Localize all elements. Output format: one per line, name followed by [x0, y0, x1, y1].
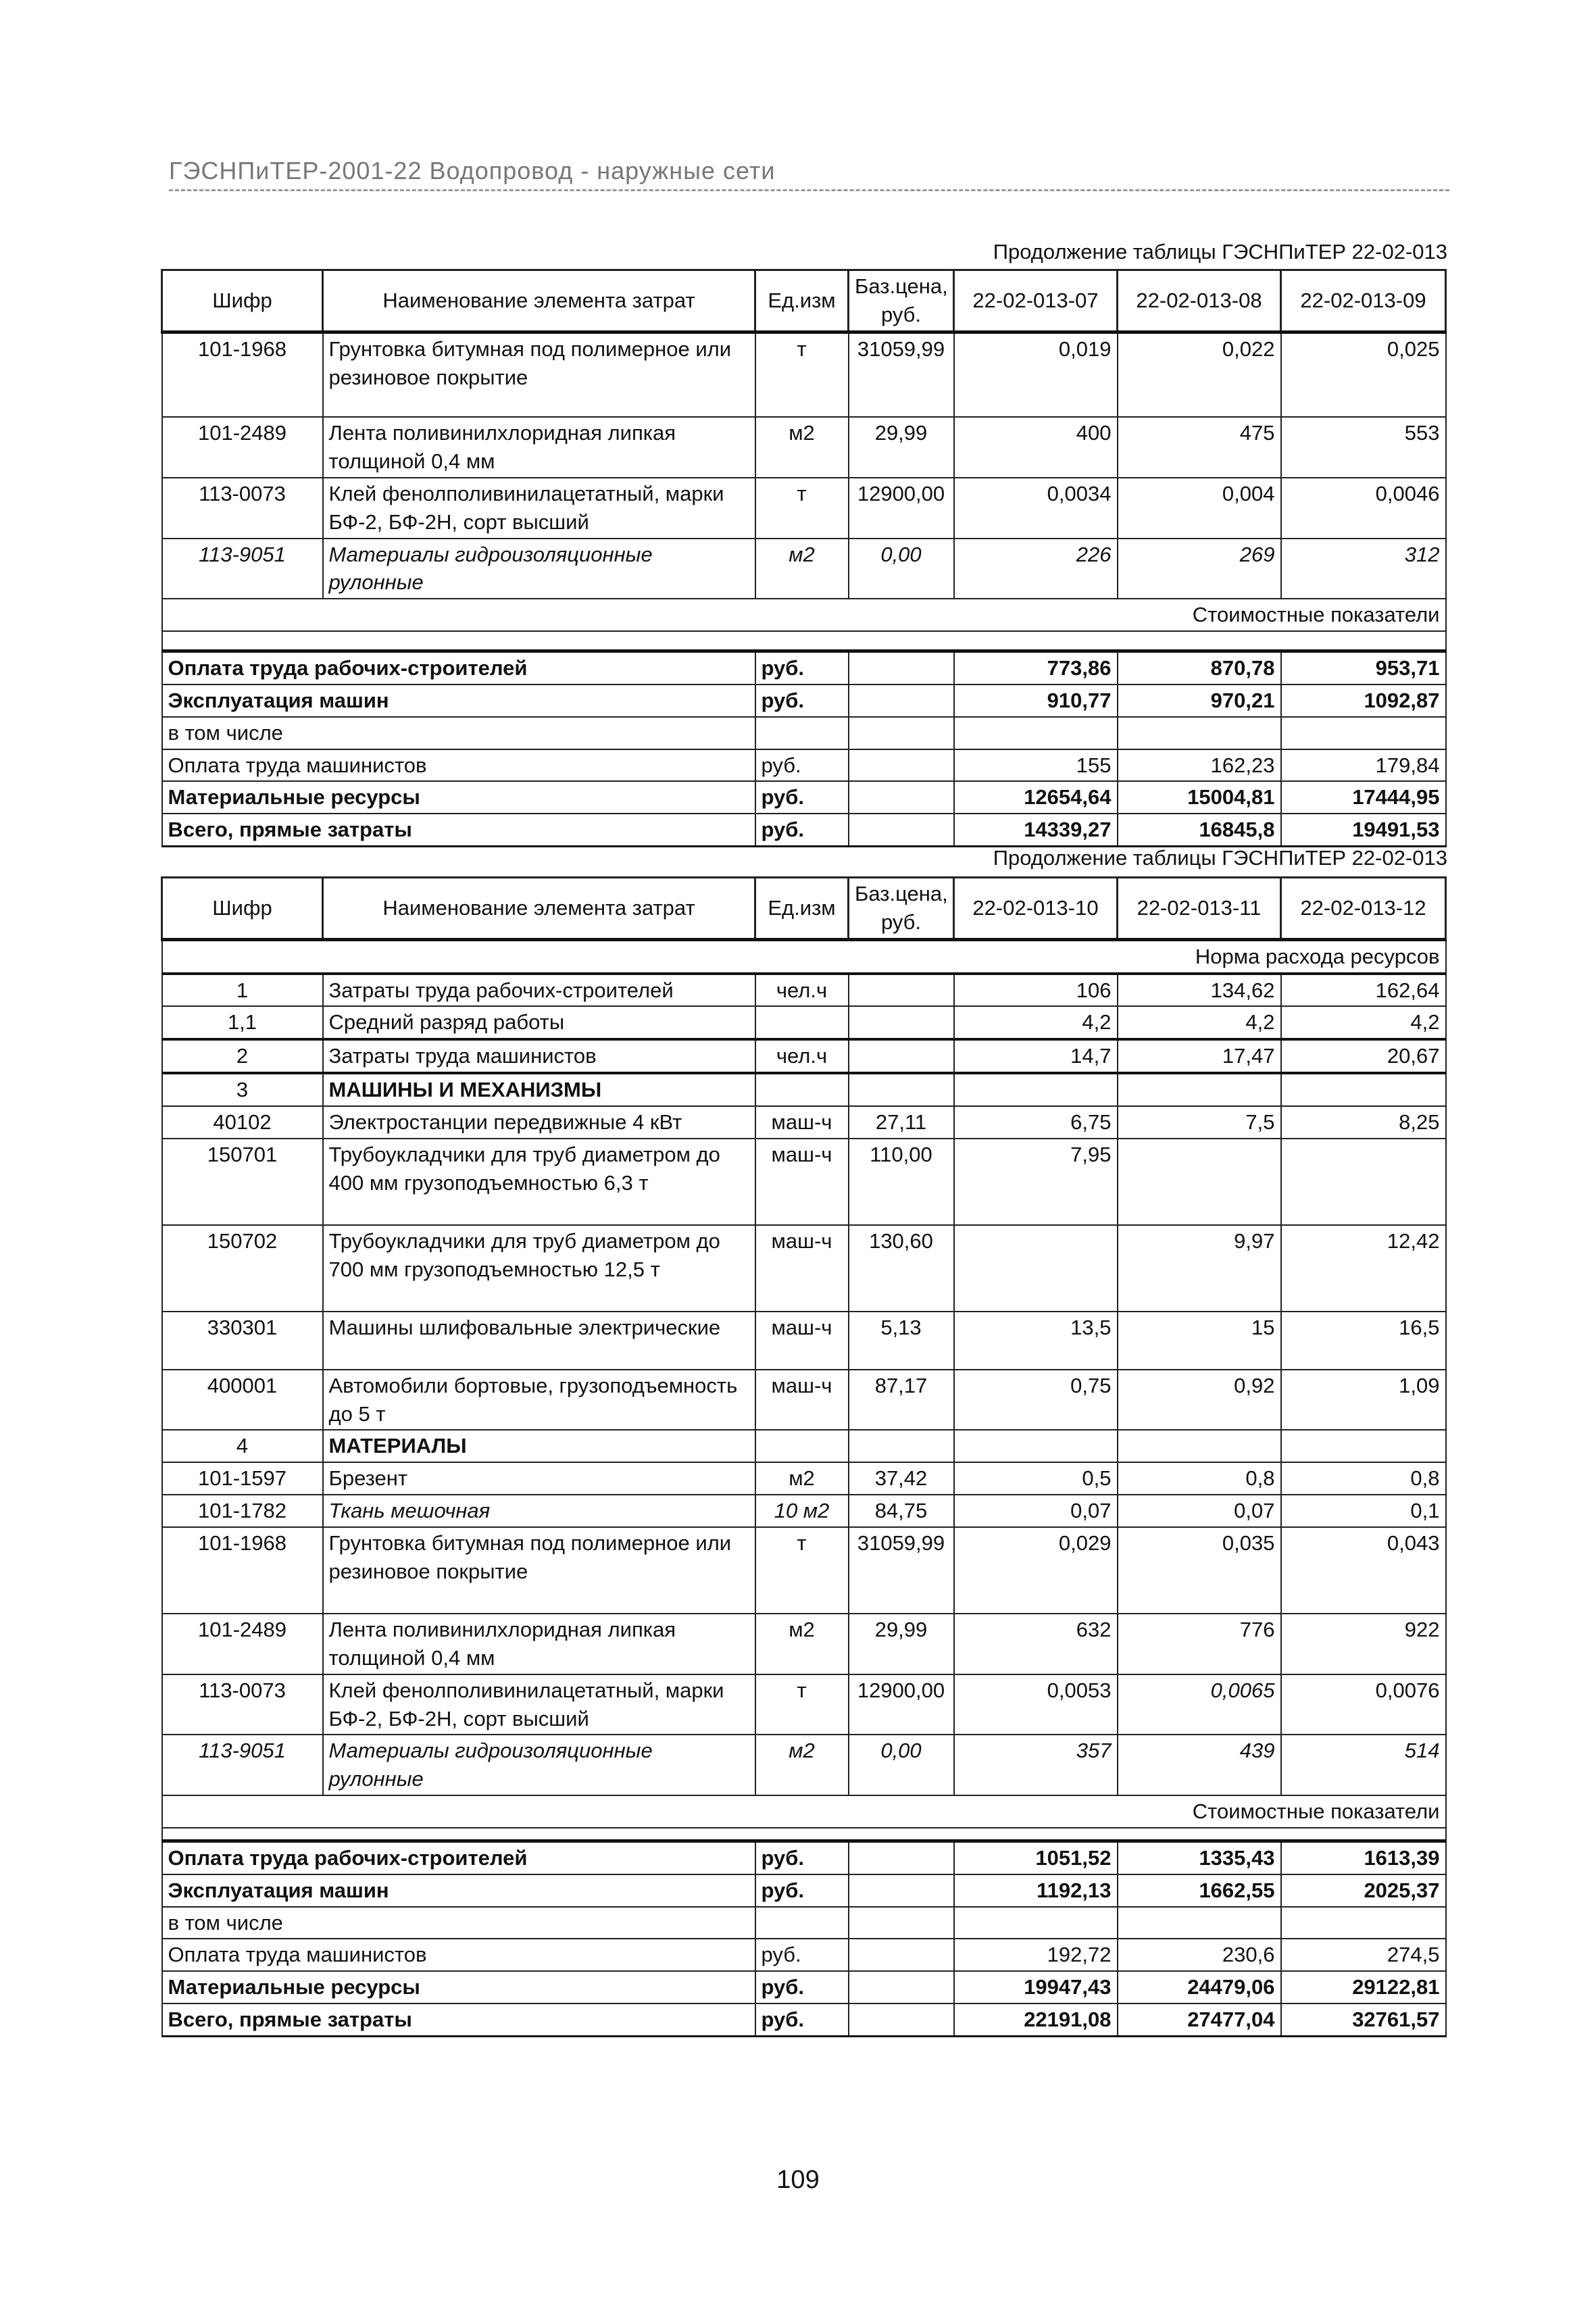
- summary-empty: [849, 1907, 954, 1939]
- summary-empty: [849, 1841, 954, 1874]
- row-value-1: 357: [954, 1735, 1118, 1795]
- row-name: Клей фенолполивинилацетатный, марки БФ-2, БФ-2Н, сорт высший: [323, 1674, 755, 1735]
- row-value-1: [954, 1073, 1118, 1106]
- row-value-3: 0,025: [1281, 332, 1446, 417]
- row-value-3: 0,0046: [1281, 478, 1446, 539]
- summary-value-2: 24479,06: [1118, 1971, 1281, 2003]
- cost-indicators-label: Стоимостные показатели: [162, 599, 1446, 631]
- separator-row: [162, 1828, 1446, 1841]
- resource-table-1: [161, 269, 1447, 847]
- summary-name: Материальные ресурсы: [162, 781, 755, 814]
- row-value-1: 7,95: [954, 1139, 1118, 1225]
- row-code: 113-9051: [162, 1735, 323, 1795]
- row-code: 1: [162, 974, 323, 1007]
- resource-table-2: [161, 876, 1447, 2037]
- row-price: 130,60: [849, 1225, 954, 1312]
- table-row: [162, 1039, 1446, 1073]
- row-value-3: 312: [1281, 539, 1446, 599]
- row-price: 31059,99: [849, 332, 954, 417]
- row-value-3: [1281, 1430, 1446, 1462]
- row-name: Трубоукладчики для труб диаметром до 700 мм грузоподъемностью 12,5 т: [323, 1225, 755, 1312]
- row-value-1: 0,5: [954, 1462, 1118, 1495]
- row-value-3: 0,043: [1281, 1527, 1446, 1614]
- row-value-2: [1118, 1073, 1281, 1106]
- summary-value-1: 19947,43: [954, 1971, 1118, 2003]
- summary-row: [162, 781, 1446, 814]
- row-price: 0,00: [849, 539, 954, 599]
- row-price: 37,42: [849, 1462, 954, 1495]
- summary-value-1: 1192,13: [954, 1874, 1118, 1907]
- table-row: [162, 1674, 1446, 1735]
- summary-unit: руб.: [755, 651, 849, 684]
- row-value-1: 0,75: [954, 1370, 1118, 1430]
- col-header-unit: Ед.изм: [755, 878, 849, 940]
- separator: [162, 631, 1446, 651]
- table2-header: [162, 878, 1446, 940]
- row-value-3: 12,42: [1281, 1225, 1446, 1312]
- summary-name: Материальные ресурсы: [162, 1971, 755, 2003]
- col-header-code: Шифр: [162, 270, 323, 332]
- row-value-1: [954, 1430, 1118, 1462]
- row-name: Электростанции передвижные 4 кВт: [323, 1106, 755, 1139]
- row-value-1: 0,0053: [954, 1674, 1118, 1735]
- summary-name: в том числе: [162, 717, 755, 749]
- col-header-norm-1: 22-02-013-07: [954, 270, 1118, 332]
- row-value-1: 13,5: [954, 1312, 1118, 1370]
- row-code: 101-1968: [162, 1527, 323, 1614]
- separator-row: [162, 631, 1446, 651]
- row-value-2: 0,92: [1118, 1370, 1281, 1430]
- row-price: [849, 1430, 954, 1462]
- table-row: [162, 1462, 1446, 1495]
- row-unit: т: [755, 1527, 849, 1614]
- row-code: 400001: [162, 1370, 323, 1430]
- row-value-2: 0,07: [1118, 1495, 1281, 1527]
- row-code: 1,1: [162, 1006, 323, 1039]
- summary-empty: [849, 684, 954, 717]
- summary-value-2: [1118, 1907, 1281, 1939]
- summary-value-2: 230,6: [1118, 1939, 1281, 1971]
- row-price: 31059,99: [849, 1527, 954, 1614]
- col-header-norm-3: 22-02-013-12: [1281, 878, 1446, 940]
- row-value-3: 922: [1281, 1614, 1446, 1674]
- col-header-name: Наименование элемента затрат: [323, 270, 755, 332]
- summary-unit: руб.: [755, 1971, 849, 2003]
- row-unit: маш-ч: [755, 1106, 849, 1139]
- row-name: Затраты труда машинистов: [323, 1039, 755, 1073]
- summary-row: [162, 1874, 1446, 1907]
- summary-empty: [849, 814, 954, 846]
- row-code: 101-1782: [162, 1495, 323, 1527]
- row-value-3: 16,5: [1281, 1312, 1446, 1370]
- table-row: [162, 1370, 1446, 1430]
- summary-empty: [849, 717, 954, 749]
- summary-value-3: 32761,57: [1281, 2003, 1446, 2036]
- row-price: 12900,00: [849, 478, 954, 539]
- summary-row: [162, 651, 1446, 684]
- row-name: Автомобили бортовые, грузоподъемность до 5 т: [323, 1370, 755, 1430]
- summary-value-3: 19491,53: [1281, 814, 1446, 846]
- summary-row: [162, 717, 1446, 749]
- col-header-name: Наименование элемента затрат: [323, 878, 755, 940]
- summary-value-2: 970,21: [1118, 684, 1281, 717]
- row-price: 12900,00: [849, 1674, 954, 1735]
- norm-label: Норма расхода ресурсов: [162, 939, 1446, 973]
- row-unit: т: [755, 1674, 849, 1735]
- table-row: [162, 1430, 1446, 1462]
- row-price: 84,75: [849, 1495, 954, 1527]
- table-row: [162, 1495, 1446, 1527]
- running-header: ГЭСНПиТЕР-2001-22 Водопровод - наружные сети: [169, 157, 1449, 191]
- row-name: Лента поливинилхлоридная липкая толщиной 0,4 мм: [323, 417, 755, 478]
- summary-row: [162, 2003, 1446, 2036]
- summary-empty: [849, 2003, 954, 2036]
- summary-unit: [755, 717, 849, 749]
- cost-indicators-label: Стоимостные показатели: [162, 1795, 1446, 1828]
- summary-unit: руб.: [755, 781, 849, 814]
- table-row: [162, 1312, 1446, 1370]
- summary-value-2: 1662,55: [1118, 1874, 1281, 1907]
- row-value-2: 475: [1118, 417, 1281, 478]
- table-row: [162, 1139, 1446, 1225]
- row-name: Трубоукладчики для труб диаметром до 400 мм грузоподъемностью 6,3 т: [323, 1139, 755, 1225]
- row-value-2: [1118, 1430, 1281, 1462]
- row-unit: [755, 1073, 849, 1106]
- row-value-3: 0,0076: [1281, 1674, 1446, 1735]
- row-value-1: 0,0034: [954, 478, 1118, 539]
- row-value-2: 0,022: [1118, 332, 1281, 417]
- row-unit: м2: [755, 1614, 849, 1674]
- table-row: [162, 1527, 1446, 1614]
- row-value-2: 7,5: [1118, 1106, 1281, 1139]
- row-code: 101-2489: [162, 417, 323, 478]
- summary-empty: [849, 749, 954, 782]
- row-value-1: 0,029: [954, 1527, 1118, 1614]
- row-unit: маш-ч: [755, 1370, 849, 1430]
- row-name: Грунтовка битумная под полимерное или резиновое покрытие: [323, 332, 755, 417]
- row-value-3: 162,64: [1281, 974, 1446, 1007]
- table-row: [162, 1106, 1446, 1139]
- summary-value-3: 17444,95: [1281, 781, 1446, 814]
- table-row: [162, 332, 1446, 417]
- summary-value-3: 2025,37: [1281, 1874, 1446, 1907]
- row-value-2: 0,8: [1118, 1462, 1281, 1495]
- summary-name: Всего, прямые затраты: [162, 2003, 755, 2036]
- summary-value-3: 1613,39: [1281, 1841, 1446, 1874]
- summary-name: Оплата труда машинистов: [162, 749, 755, 782]
- summary-unit: руб.: [755, 1841, 849, 1874]
- summary-value-2: 16845,8: [1118, 814, 1281, 846]
- summary-value-2: 162,23: [1118, 749, 1281, 782]
- row-code: 113-0073: [162, 1674, 323, 1735]
- summary-row: [162, 1939, 1446, 1971]
- row-name: Материалы гидроизоляционные рулонные: [323, 539, 755, 599]
- summary-empty: [849, 781, 954, 814]
- row-unit: 10 м2: [755, 1495, 849, 1527]
- summary-name: в том числе: [162, 1907, 755, 1939]
- row-value-3: 0,1: [1281, 1495, 1446, 1527]
- row-unit: маш-ч: [755, 1139, 849, 1225]
- summary-value-3: 179,84: [1281, 749, 1446, 782]
- row-value-1: 6,75: [954, 1106, 1118, 1139]
- row-value-1: 632: [954, 1614, 1118, 1674]
- summary-name: Всего, прямые затраты: [162, 814, 755, 846]
- summary-row: [162, 749, 1446, 782]
- row-value-3: [1281, 1073, 1446, 1106]
- row-code: 2: [162, 1039, 323, 1073]
- row-unit: м2: [755, 417, 849, 478]
- table1-caption: Продолжение таблицы ГЭСНПиТЕР 22-02-013: [993, 240, 1447, 264]
- col-header-unit: Ед.изм: [755, 270, 849, 332]
- row-value-3: 1,09: [1281, 1370, 1446, 1430]
- section-label-row: [162, 1795, 1446, 1828]
- row-price: 87,17: [849, 1370, 954, 1430]
- summary-row: [162, 684, 1446, 717]
- col-header-norm-1: 22-02-013-10: [954, 878, 1118, 940]
- row-code: 113-9051: [162, 539, 323, 599]
- row-price: [849, 1039, 954, 1073]
- row-price: 0,00: [849, 1735, 954, 1795]
- row-value-1: [954, 1225, 1118, 1312]
- row-unit: т: [755, 332, 849, 417]
- row-value-1: 106: [954, 974, 1118, 1007]
- row-value-3: 4,2: [1281, 1006, 1446, 1039]
- row-value-2: 0,004: [1118, 478, 1281, 539]
- summary-empty: [849, 651, 954, 684]
- row-price: [849, 1073, 954, 1106]
- row-unit: чел.ч: [755, 974, 849, 1007]
- row-unit: чел.ч: [755, 1039, 849, 1073]
- summary-value-1: 14339,27: [954, 814, 1118, 846]
- summary-value-2: 15004,81: [1118, 781, 1281, 814]
- table2-caption: Продолжение таблицы ГЭСНПиТЕР 22-02-013: [993, 846, 1447, 870]
- row-value-3: 0,8: [1281, 1462, 1446, 1495]
- row-code: 150701: [162, 1139, 323, 1225]
- row-price: 5,13: [849, 1312, 954, 1370]
- row-value-2: 0,035: [1118, 1527, 1281, 1614]
- section-label-row: [162, 939, 1446, 973]
- row-code: 330301: [162, 1312, 323, 1370]
- summary-value-1: 22191,08: [954, 2003, 1118, 2036]
- row-value-2: 15: [1118, 1312, 1281, 1370]
- row-unit: маш-ч: [755, 1225, 849, 1312]
- summary-value-3: 953,71: [1281, 651, 1446, 684]
- summary-value-3: 1092,87: [1281, 684, 1446, 717]
- summary-unit: руб.: [755, 814, 849, 846]
- row-value-1: 0,019: [954, 332, 1118, 417]
- summary-value-3: 29122,81: [1281, 1971, 1446, 2003]
- summary-row: [162, 814, 1446, 846]
- summary-value-3: [1281, 717, 1446, 749]
- row-unit: [755, 1006, 849, 1039]
- table1-header: [162, 270, 1446, 332]
- row-code: 101-2489: [162, 1614, 323, 1674]
- summary-value-1: 155: [954, 749, 1118, 782]
- col-header-code: Шифр: [162, 878, 323, 940]
- summary-row: [162, 1971, 1446, 2003]
- summary-name: Эксплуатация машин: [162, 684, 755, 717]
- row-value-2: 0,0065: [1118, 1674, 1281, 1735]
- table-row: [162, 1735, 1446, 1795]
- table-row: [162, 478, 1446, 539]
- row-name: Ткань мешочная: [323, 1495, 755, 1527]
- row-name: Брезент: [323, 1462, 755, 1495]
- row-unit: [755, 1430, 849, 1462]
- row-value-2: 439: [1118, 1735, 1281, 1795]
- row-value-1: 14,7: [954, 1039, 1118, 1073]
- row-name: МАТЕРИАЛЫ: [323, 1430, 755, 1462]
- row-code: 150702: [162, 1225, 323, 1312]
- row-value-3: 8,25: [1281, 1106, 1446, 1139]
- row-code: 101-1968: [162, 332, 323, 417]
- summary-unit: руб.: [755, 684, 849, 717]
- summary-empty: [849, 1971, 954, 2003]
- row-price: [849, 974, 954, 1007]
- col-header-price: Баз.цена, руб.: [849, 270, 954, 332]
- row-name: Затраты труда рабочих-строителей: [323, 974, 755, 1007]
- row-value-3: [1281, 1139, 1446, 1225]
- summary-name: Оплата труда машинистов: [162, 1939, 755, 1971]
- summary-value-2: 27477,04: [1118, 2003, 1281, 2036]
- row-value-3: 514: [1281, 1735, 1446, 1795]
- row-value-2: 776: [1118, 1614, 1281, 1674]
- row-value-2: 4,2: [1118, 1006, 1281, 1039]
- row-value-3: 553: [1281, 417, 1446, 478]
- col-header-norm-2: 22-02-013-11: [1118, 878, 1281, 940]
- row-name: МАШИНЫ И МЕХАНИЗМЫ: [323, 1073, 755, 1106]
- summary-value-1: 1051,52: [954, 1841, 1118, 1874]
- col-header-norm-2: 22-02-013-08: [1118, 270, 1281, 332]
- row-price: 29,99: [849, 417, 954, 478]
- row-unit: м2: [755, 539, 849, 599]
- row-value-1: 4,2: [954, 1006, 1118, 1039]
- row-price: 110,00: [849, 1139, 954, 1225]
- summary-unit: руб.: [755, 749, 849, 782]
- row-code: 113-0073: [162, 478, 323, 539]
- summary-name: Оплата труда рабочих-строителей: [162, 651, 755, 684]
- table-row: [162, 539, 1446, 599]
- col-header-price: Баз.цена, руб.: [849, 878, 954, 940]
- row-unit: т: [755, 478, 849, 539]
- row-name: Клей фенолполивинилацетатный, марки БФ-2, БФ-2Н, сорт высший: [323, 478, 755, 539]
- summary-name: Оплата труда рабочих-строителей: [162, 1841, 755, 1874]
- summary-value-1: 773,86: [954, 651, 1118, 684]
- row-value-1: 400: [954, 417, 1118, 478]
- summary-value-1: [954, 717, 1118, 749]
- row-unit: м2: [755, 1462, 849, 1495]
- row-code: 4: [162, 1430, 323, 1462]
- row-code: 3: [162, 1073, 323, 1106]
- row-value-2: 269: [1118, 539, 1281, 599]
- summary-unit: руб.: [755, 1874, 849, 1907]
- row-value-2: [1118, 1139, 1281, 1225]
- col-header-norm-3: 22-02-013-09: [1281, 270, 1446, 332]
- row-value-2: 9,97: [1118, 1225, 1281, 1312]
- summary-row: [162, 1841, 1446, 1874]
- summary-value-1: 192,72: [954, 1939, 1118, 1971]
- summary-empty: [849, 1874, 954, 1907]
- row-price: 27,11: [849, 1106, 954, 1139]
- summary-row: [162, 1907, 1446, 1939]
- row-name: Материалы гидроизоляционные рулонные: [323, 1735, 755, 1795]
- row-name: Грунтовка битумная под полимерное или резиновое покрытие: [323, 1527, 755, 1614]
- row-value-3: 20,67: [1281, 1039, 1446, 1073]
- row-name: Лента поливинилхлоридная липкая толщиной 0,4 мм: [323, 1614, 755, 1674]
- table-row: [162, 1073, 1446, 1106]
- summary-unit: [755, 1907, 849, 1939]
- row-value-2: 134,62: [1118, 974, 1281, 1007]
- row-value-2: 17,47: [1118, 1039, 1281, 1073]
- table-row: [162, 1614, 1446, 1674]
- page-number: 109: [776, 2166, 820, 2194]
- summary-value-1: 910,77: [954, 684, 1118, 717]
- row-value-1: 0,07: [954, 1495, 1118, 1527]
- summary-value-3: [1281, 1907, 1446, 1939]
- summary-unit: руб.: [755, 1939, 849, 1971]
- row-price: 29,99: [849, 1614, 954, 1674]
- summary-value-2: [1118, 717, 1281, 749]
- row-code: 101-1597: [162, 1462, 323, 1495]
- table-row: [162, 1006, 1446, 1039]
- row-name: Машины шлифовальные электрические: [323, 1312, 755, 1370]
- summary-value-3: 274,5: [1281, 1939, 1446, 1971]
- summary-value-1: [954, 1907, 1118, 1939]
- summary-unit: руб.: [755, 2003, 849, 2036]
- summary-value-2: 1335,43: [1118, 1841, 1281, 1874]
- separator: [162, 1828, 1446, 1841]
- summary-empty: [849, 1939, 954, 1971]
- row-name: Средний разряд работы: [323, 1006, 755, 1039]
- section-label-row: [162, 599, 1446, 631]
- table-row: [162, 974, 1446, 1007]
- row-unit: маш-ч: [755, 1312, 849, 1370]
- row-price: [849, 1006, 954, 1039]
- summary-value-2: 870,78: [1118, 651, 1281, 684]
- row-code: 40102: [162, 1106, 323, 1139]
- row-value-1: 226: [954, 539, 1118, 599]
- row-unit: м2: [755, 1735, 849, 1795]
- summary-name: Эксплуатация машин: [162, 1874, 755, 1907]
- table-row: [162, 1225, 1446, 1312]
- summary-value-1: 12654,64: [954, 781, 1118, 814]
- table-row: [162, 417, 1446, 478]
